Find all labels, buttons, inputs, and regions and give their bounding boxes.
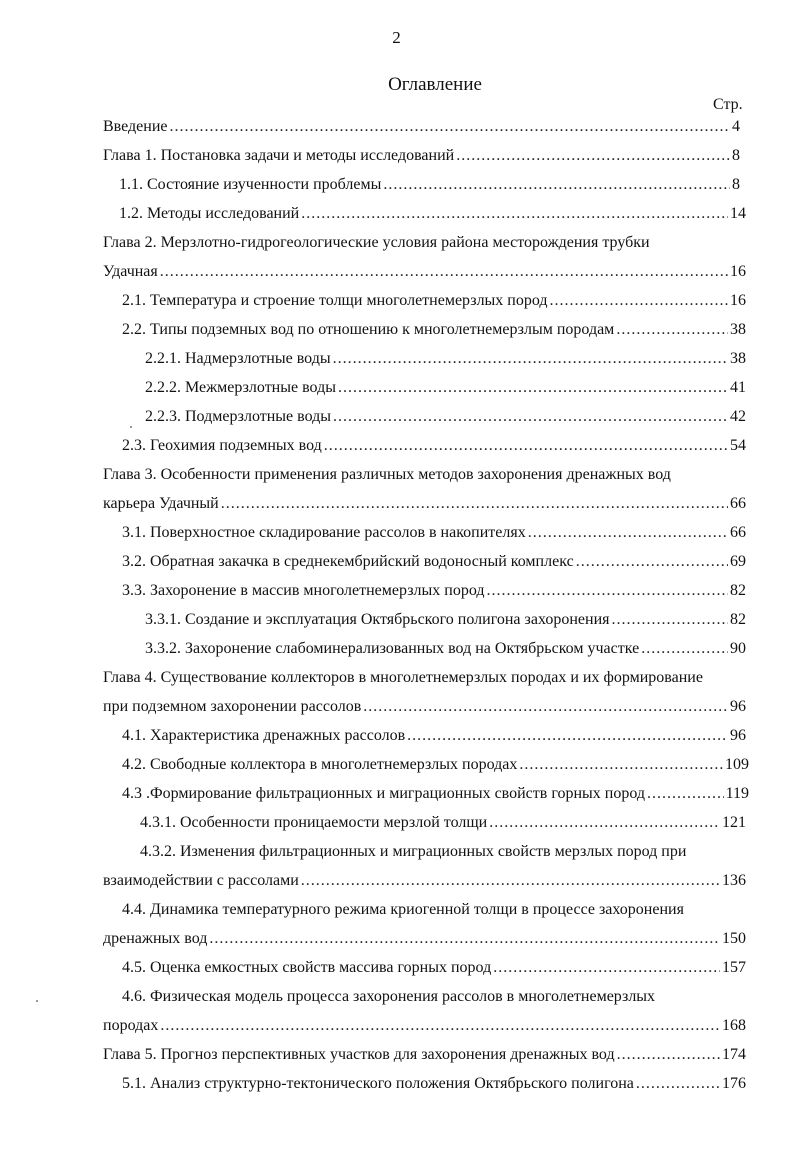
toc-entry-page: 121	[722, 814, 746, 831]
toc-entry-title: 4.2. Свободные коллектора в многолетнемерзлых породах	[122, 756, 518, 773]
toc-entry-title: 1.2. Методы исследований	[119, 205, 300, 222]
toc-entry-title: взаимодействии с рассолами	[103, 872, 299, 889]
toc-entry	[119, 204, 746, 224]
toc-entry-title: Введение	[103, 118, 168, 135]
toc-entry-page: 66	[730, 524, 746, 541]
toc-entry-title: 2.2.3. Подмерзлотные воды	[145, 408, 332, 425]
toc-entry-page: 16	[730, 263, 746, 280]
toc-entry-title-line1: 4.3.2. Изменения фильтрационных и миграционных свойств мерзлых пород при	[140, 843, 687, 860]
toc-entry	[103, 929, 746, 949]
toc-entry-page: 150	[722, 930, 746, 947]
toc-entry-page: 109	[725, 756, 749, 773]
toc-entry-page: 82	[730, 582, 746, 599]
scan-speck	[36, 1000, 38, 1002]
toc-entry-page: 174	[722, 1046, 746, 1063]
toc-entry-page: 157	[722, 959, 746, 976]
toc-entry	[103, 494, 746, 514]
toc-entry	[145, 639, 746, 659]
toc-entry	[122, 1074, 746, 1094]
toc-entry-title-line1: Глава 4. Существование коллекторов в многолетнемерзлых породах и их формирование	[103, 669, 703, 686]
toc-entry-title: 2.2.2. Межмерзлотные воды	[145, 379, 336, 396]
toc-entry-page: 42	[730, 408, 746, 425]
toc-entry-title: 3.3.2. Захоронение слабоминерализованных вод на Октябрьском участке	[145, 640, 640, 657]
toc-entry-title: 3.3.1. Создание и эксплуатация Октябрьского полигона захоронения	[145, 611, 610, 628]
toc-entry-page: 136	[722, 872, 746, 889]
toc-entry-title-line1: 4.4. Динамика температурного режима криогенной толщи в процессе захоронения	[122, 901, 684, 918]
toc-entry-title: Глава 5. Прогноз перспективных участков для захоронения дренажных вод	[103, 1046, 615, 1063]
toc-entry	[122, 320, 746, 340]
toc-entry	[103, 871, 746, 891]
toc-entry	[145, 349, 746, 369]
toc-entry	[103, 146, 740, 166]
toc-entry-page: 168	[722, 1017, 746, 1034]
toc-entry-page: 16	[730, 292, 746, 309]
toc-entry-title-line1: 4.6. Физическая модель процесса захоронения рассолов в многолетнемерзлых	[122, 988, 656, 1005]
toc-entry-title: 3.2. Обратная закачка в среднекембрийский водоносный комплекс	[122, 553, 574, 570]
toc-entry	[122, 958, 746, 978]
toc-entry	[103, 697, 746, 717]
toc-entry	[103, 262, 746, 282]
toc-entry-page: 54	[730, 437, 746, 454]
toc-entry-title: породах	[103, 1017, 159, 1034]
toc-entry	[122, 726, 746, 746]
toc-entry-title: 3.1. Поверхностное складирование рассолов в накопителях	[122, 524, 526, 541]
toc-entry-title: 2.2. Типы подземных вод по отношению к многолетнемерзлым породам	[122, 321, 615, 338]
toc-entry-title: 1.1. Состояние изученности проблемы	[119, 176, 382, 193]
page-column-label: Стр.	[713, 96, 743, 113]
toc-entry	[103, 117, 740, 137]
toc-title: Оглавление	[388, 74, 482, 95]
toc-entry-title: 2.3. Геохимия подземных вод	[122, 437, 322, 454]
toc-entry-title: 4.1. Характеристика дренажных рассолов	[122, 727, 406, 744]
toc-entry	[140, 813, 746, 833]
toc-entry-title-line1: Глава 2. Мерзлотно-гидрогеологические условия района месторождения трубки	[103, 234, 650, 251]
toc-entry	[119, 175, 740, 195]
toc-entry-title: 2.2.1. Надмерзлотные воды	[145, 350, 331, 367]
toc-entry-page: 96	[730, 727, 746, 744]
toc-entry-title: 4.3 .Формирование фильтрационных и миграционных свойств горных пород	[122, 785, 646, 802]
toc-entry	[122, 291, 746, 311]
toc-entry	[145, 378, 746, 398]
toc-entry	[122, 755, 749, 775]
toc-entry-page: 8	[732, 176, 740, 193]
toc-entry-page: 119	[725, 785, 749, 802]
toc-entry-page: 82	[730, 611, 746, 628]
toc-entry	[122, 552, 746, 572]
toc-entry-title: 3.3. Захоронение в массив многолетнемерзлых пород	[122, 582, 485, 599]
toc-entry-title: при подземном захоронении рассолов	[103, 698, 362, 715]
page-number: 2	[392, 28, 401, 47]
toc-entry-page: 90	[730, 640, 746, 657]
toc-entry	[145, 610, 746, 630]
toc-entry-title: 4.3.1. Особенности проницаемости мерзлой толщи	[140, 814, 488, 831]
toc-entry-page: 4	[732, 118, 740, 135]
toc-entry-title: 5.1. Анализ структурно-тектонического положения Октябрьского полигона	[122, 1075, 634, 1092]
toc-entry-title: Глава 1. Постановка задачи и методы исследований	[103, 147, 455, 164]
toc-entry-page: 69	[730, 553, 746, 570]
toc-entry-page: 41	[730, 379, 746, 396]
toc-entry	[122, 523, 746, 543]
toc-entry-page: 66	[730, 495, 746, 512]
scan-speck	[130, 426, 132, 428]
toc-entry	[145, 407, 746, 427]
toc-entry-page: 176	[722, 1075, 746, 1092]
toc-entry	[122, 436, 746, 456]
toc-entry-title: 4.5. Оценка емкостных свойств массива горных пород	[122, 959, 492, 976]
toc-entry-title: дренажных вод	[103, 930, 208, 947]
toc-entry	[103, 1016, 746, 1036]
toc-entry-title: 2.1. Температура и строение толщи многолетнемерзлых пород	[122, 292, 548, 309]
toc-entry	[122, 784, 749, 804]
toc-entry-page: 14	[730, 205, 746, 222]
toc-entry-page: 96	[730, 698, 746, 715]
toc-entry-page: 38	[730, 321, 746, 338]
toc-entry-page: 38	[730, 350, 746, 367]
toc-entry-title: Удачная	[103, 263, 158, 280]
toc-entry-title: карьера Удачный	[103, 495, 219, 512]
toc-entry	[122, 581, 746, 601]
toc-entry-title-line1: Глава 3. Особенности применения различных методов захоронения дренажных вод	[103, 466, 671, 483]
toc-entry	[103, 1045, 746, 1065]
toc-entry-page: 8	[732, 147, 740, 164]
